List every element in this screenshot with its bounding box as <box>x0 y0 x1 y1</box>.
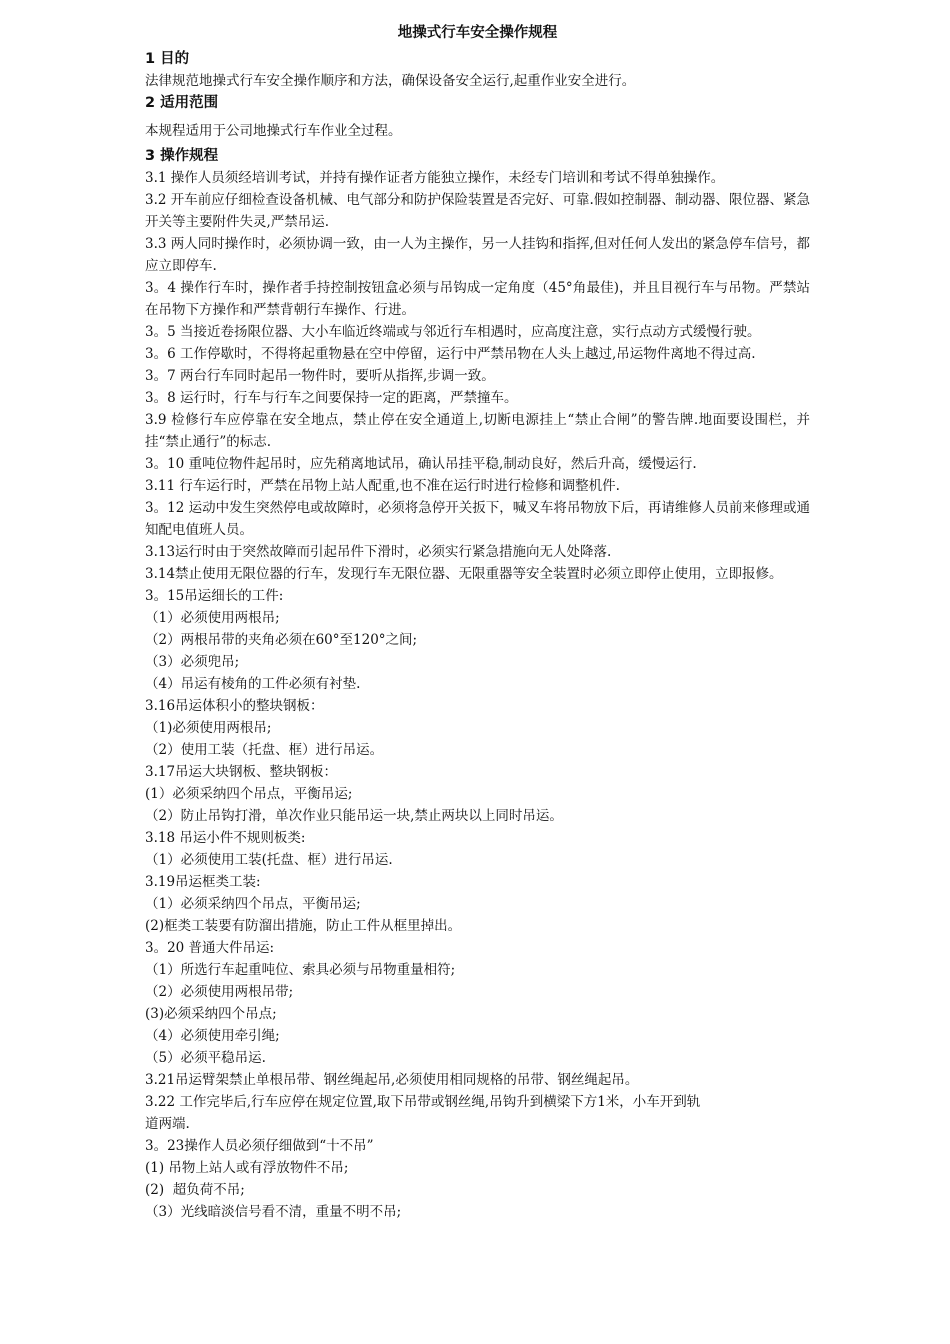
sub-item: （1）所选行车起重吨位、索具必须与吊物重量相符; <box>145 962 456 978</box>
rule-item: 3.9 检修行车应停靠在安全地点，禁止停在安全通道上,切断电源挂上“禁止合闸”的警告牌.地面要设围栏，并挂“禁止通行”的标志. <box>145 412 810 450</box>
sub-item: (1）必须采纳四个吊点，平衡吊运; <box>145 786 353 802</box>
sub-item: （2）必须使用两根吊带; <box>145 984 294 1000</box>
rule-item: 3。23操作人员必须仔细做到“十不吊” <box>145 1138 374 1154</box>
sub-item: (2) 超负荷不吊; <box>145 1182 245 1198</box>
rule-item: 3.19吊运框类工装: <box>145 874 261 890</box>
sub-item: （2）使用工装（托盘、框）进行吊运。 <box>145 742 384 758</box>
rule-item: 3。8 运行时，行车与行车之间要保持一定的距离，严禁撞车。 <box>145 390 518 406</box>
paragraph: 本规程适用于公司地操式行车作业全过程。 <box>145 123 402 139</box>
sub-item: （3）必须兜吊; <box>145 654 240 670</box>
rule-item: 3.17吊运大块钢板、整块钢板： <box>145 764 338 780</box>
rule-item: 3.11 行车运行时，严禁在吊物上站人配重,也不准在运行时进行检修和调整机件. <box>145 478 620 494</box>
sub-item: （1）必须采纳四个吊点，平衡吊运; <box>145 896 361 912</box>
rule-item: 3.14禁止使用无限位器的行车，发现行车无限位器、无限重器等安全装置时必须立即停止使用，立即报修。 <box>145 566 783 582</box>
rule-item: 3。10 重吨位物件起吊时，应先稍离地试吊，确认吊挂平稳,制动良好，然后升高，缓慢运行. <box>145 456 697 472</box>
sub-item: （1）必须使用两根吊; <box>145 610 280 626</box>
rule-item: 3.22 工作完毕后,行车应停在规定位置,取下吊带或钢丝绳,吊钩升到横梁下方1米，小车开到轨 道两端. <box>145 1094 701 1132</box>
rule-item: 3.21吊运臂架禁止单根吊带、钢丝绳起吊,必须使用相同规格的吊带、钢丝绳起吊。 <box>145 1072 639 1088</box>
sub-item: （3）光线暗淡信号看不清，重量不明不吊; <box>145 1204 402 1220</box>
rule-item: 3。4 操作行车时，操作者手持控制按钮盒必须与吊钩成一定角度（45°角最佳)，并且目视行车与吊物。严禁站在吊物下方操作和严禁背朝行车操作、行进。 <box>145 280 810 318</box>
section-heading-scope: 2 适用范围 <box>145 95 219 111</box>
paragraph: 法律规范地操式行车安全操作顺序和方法，确保设备安全运行,起重作业安全进行。 <box>145 73 636 89</box>
document-page <box>145 22 810 1223</box>
sub-item: （2）防止吊钩打滑，单次作业只能吊运一块,禁止两块以上同时吊运。 <box>145 808 563 824</box>
rule-item: 3。5 当接近卷扬限位器、大小车临近终端或与邻近行车相遇时，应高度注意，实行点动方式缓慢行驶。 <box>145 324 761 340</box>
sub-item: （4）吊运有棱角的工件必须有衬垫. <box>145 676 361 692</box>
sub-item: （1)必须使用两根吊; <box>145 720 272 736</box>
rule-item: 3。6 工作停歇时，不得将起重物悬在空中停留，运行中严禁吊物在人头上越过,吊运物件离地不得过高. <box>145 346 756 362</box>
rule-item: 3.13运行时由于突然故障而引起吊件下滑时，必须实行紧急措施向无人处降落. <box>145 544 612 560</box>
sub-item: （5）必须平稳吊运. <box>145 1050 266 1066</box>
rule-item: 3.18 吊运小件不规则板类: <box>145 830 306 846</box>
sub-item: (1) 吊物上站人或有浮放物件不吊; <box>145 1160 349 1176</box>
document-title: 地操式行车安全操作规程 <box>397 25 558 41</box>
sub-item: (3)必须采纳四个吊点; <box>145 1006 277 1022</box>
rule-item: 3。12 运动中发生突然停电或故障时，必须将急停开关扳下，喊叉车将吊物放下后，再请维修人员前来修理或通知配电值班人员。 <box>145 500 810 538</box>
sub-item: （2）两根吊带的夹角必须在60°至120°之间; <box>145 632 418 648</box>
rule-item: 3.16吊运体积小的整块钢板： <box>145 698 324 714</box>
rule-item: 3.1 操作人员须经培训考试，并持有操作证者方能独立操作，未经专门培训和考试不得单独操作。 <box>145 170 725 186</box>
sub-item: (2)框类工装要有防溜出措施，防止工件从框里掉出。 <box>145 918 462 934</box>
rule-item: 3.3 两人同时操作时，必须协调一致，由一人为主操作，另一人挂钩和指挥,但对任何人发出的紧急停车信号，都应立即停车. <box>145 236 810 274</box>
rule-item: 3。20 普通大件吊运: <box>145 940 275 956</box>
sub-item: （4）必须使用牵引绳; <box>145 1028 280 1044</box>
rule-item: 3.2 开车前应仔细检查设备机械、电气部分和防护保险装置是否完好、可靠.假如控制器、制动器、限位器、紧急开关等主要附件失灵,严禁吊运. <box>145 192 810 230</box>
rule-item: 3。15吊运细长的工件: <box>145 588 284 604</box>
sub-item: （1）必须使用工装(托盘、框）进行吊运. <box>145 852 393 868</box>
rule-item: 3。7 两台行车同时起吊一物件时，要听从指挥,步调一致。 <box>145 368 495 384</box>
section-heading-procedure: 3 操作规程 <box>145 148 219 164</box>
section-heading-purpose: 1 目的 <box>145 51 190 67</box>
